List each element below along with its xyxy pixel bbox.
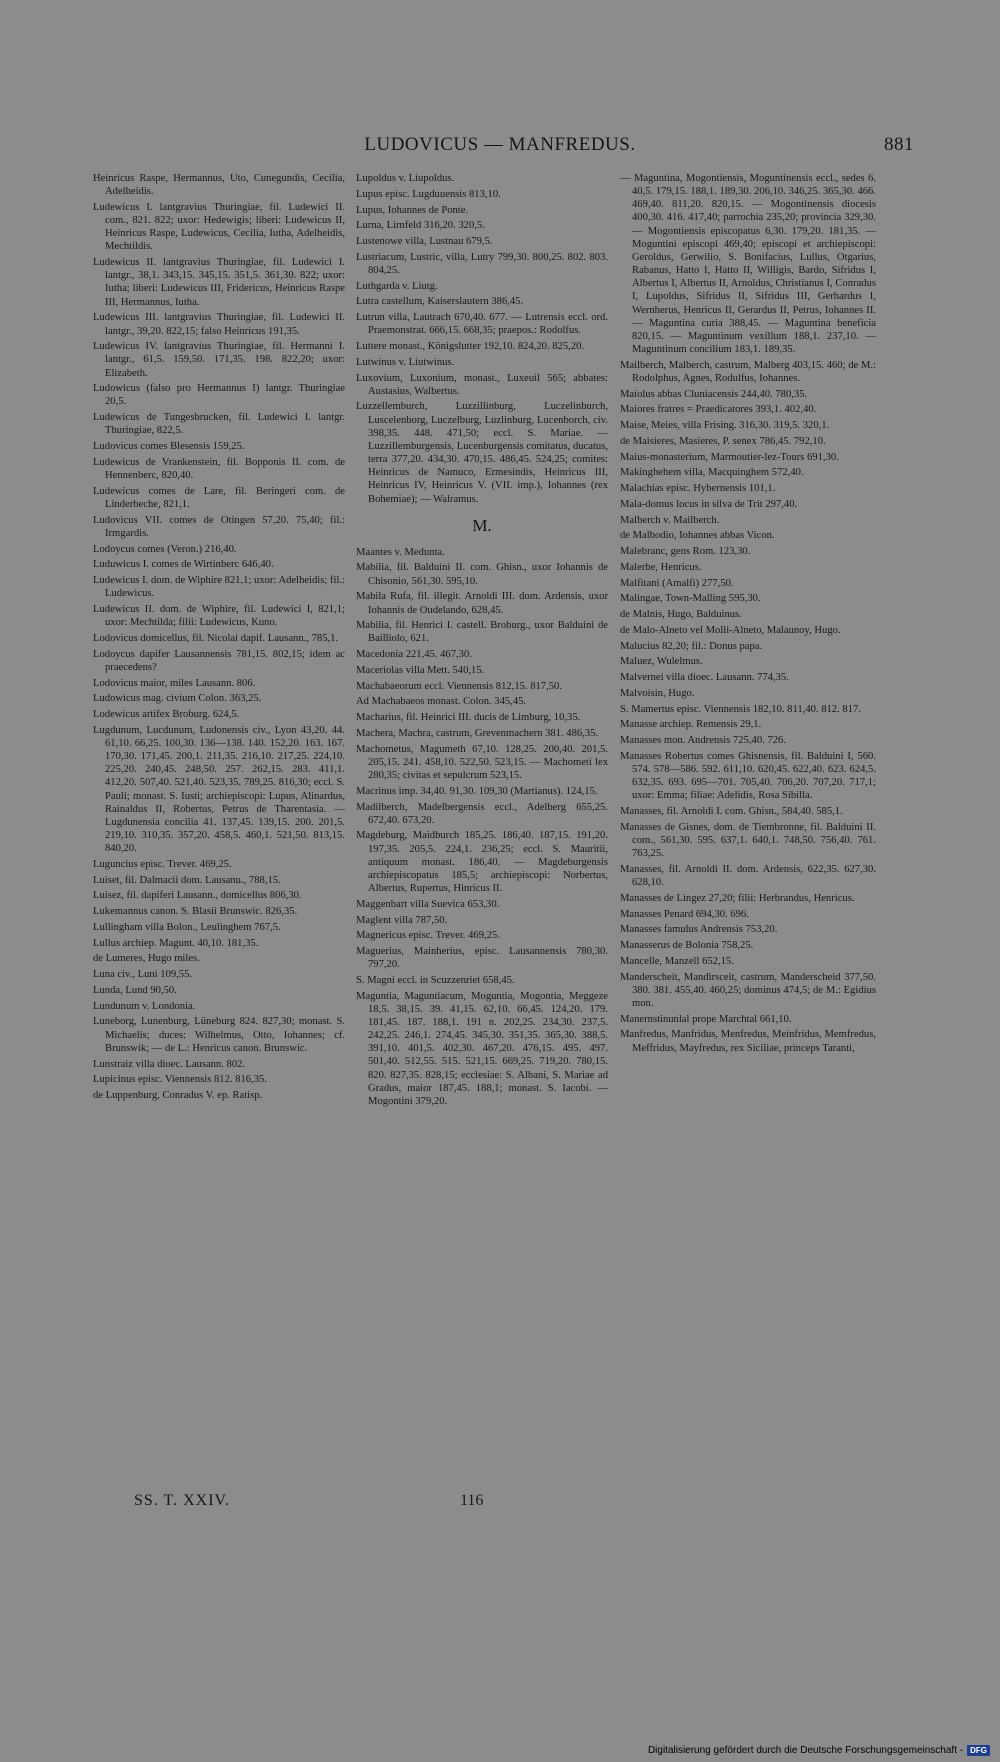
index-entry: Lutwinus v. Liutwinus. xyxy=(356,356,455,368)
index-entry: — Maguntina, Mogontiensis, Moguntinensis eccl., sedes 6. 40,5. 179,15. 188,1. 189,30. 206,10. 346,25. 365,30. 466. 469,40. 811,20. 820,15. — Mogontinensis diocesis 400,30. 416. 417,40; parrochia 235,20; provincia 329,30. — Mogontiensis episcopatus 6,30. 179,20. 181,35. — Moguntini episcopi 469,40; episcopi et archiepiscopi: Geroldus, Gerwilio, S. Bonifacius, Lullus, Otgarius, Rabanus, Hatto I, Hatto II, Willigis, Bardo, Sifridus I, Albertus I, Albertus II, Arnoldus, Christianus I, Conradus I, Lupoldus, Sifridus II, Sifridus III, Gerhardus I, Wernherus, Henricus II, Gerardus II, Petrus, Iohannes II. — Maguntina curia 388,45. — Maguntina beneficia 820,15. — Maguntinum vexillum 188,1. 237,10. — Maguntinum concilium 183,1. 189,35. xyxy=(620,173,876,356)
index-entry: Ludewicus comes de Lare, fil. Beringeri com. de Linderbeche, 821,1. xyxy=(93,485,345,510)
index-entry: Luzzellemburch, Luzzillinburg, Luczelinburch, Luscelenborg, Luczelburg, Luzlinburg, Lucenborch, civ. 398,35. 448. 471,50; eccl. S. Mariae. — Luzzillemburgensis, Lucenburgensis comitatus, ducatus, terra 377,20. 434,30. 470,15. 486,45. 524,25; comites: Heinricus de Namuco, Ermesindis, Heinricus III, Heinricus IV, Heinricus V. (VII. imp.), Iohannes (rex Bohemiae); — Walramus. xyxy=(356,401,608,505)
index-entry: Malvernei villa dioec. Lausann. 774,35. xyxy=(620,672,789,684)
index-entry: Luiset, fil. Dalmacii dom. Lausanu., 788,15. xyxy=(93,874,281,886)
index-entry: Malucius 82,20; fil.: Donus papa. xyxy=(620,640,763,652)
index-entry: Luna civ., Luni 109,55. xyxy=(93,969,193,981)
index-entry: Luttere monast., Königslutter 192,10. 824,20. 825,20. xyxy=(356,341,585,353)
index-entry: Magdeburg, Maidburch 185,25. 186,40. 187,15. 191,20. 197,35. 205,5. 224,1. 236,25; eccl. S. Mauritii, antiquum monast. 186,40. — Magdeburgensis archiepiscopatus 185,5; archiepiscopi: Norbertus, Albertus, Rupertus, Hinricus II. xyxy=(356,830,608,895)
index-entry: Maguerius, Mainherius, episc. Lausannensis 780,30. 797,20. xyxy=(356,946,608,971)
index-entry: Lupicinus episc. Viennensis 812. 816,35. xyxy=(93,1074,267,1086)
index-entry: Ad Machabaeos monast. Colon. 345,45. xyxy=(356,696,527,708)
index-entry: Malingae, Town-Malling 595,30. xyxy=(620,593,761,605)
index-entry: Lupoldus v. Liupoldus. xyxy=(356,173,455,184)
index-entry: Maluez, Wulelmus. xyxy=(620,656,703,668)
page-header xyxy=(0,134,1000,160)
index-entry: Manasses famulus Andrensis 753,20. xyxy=(620,924,778,936)
index-entry: Mabilia, fil. Henrici I. castell. Broburg., uxor Balduini de Bailliolo, 621. xyxy=(356,620,608,645)
index-entry: Lullingham villa Bolon., Leulinghem 767,5. xyxy=(93,921,281,933)
index-entry: de Maisieres, Masieres, P. senex 786,45. 792,10. xyxy=(620,435,826,447)
index-entry: Ludewicus de Tungesbrucken, fil. Ludewici I. lantgr. Thuringiae, 822,5. xyxy=(93,412,345,437)
index-entry: Machera, Machra, castrum, Grevenmachern 381. 486,35. xyxy=(356,727,599,739)
index-entry: Luneborg, Lunenburg, Lüneburg 824. 827,30; monast. S. Michaelis; duces: Wilhelmus, Otto, Iohannes; cf. Brunswik; — de L.: Henricus canon. Brunswic. xyxy=(93,1016,345,1054)
index-column-3 xyxy=(620,172,876,1057)
index-entry: Ludowicus (falso pro Hermannus I) lantgr. Thuringiae 20,5. xyxy=(93,383,345,408)
index-entry: Luguncius episc. Trever. 469,25. xyxy=(93,858,232,870)
index-entry: Malebranc, gens Rom. 123,30. xyxy=(620,546,751,558)
index-entry: Luisez, fil. dapiferi Lausann., domicellus 806,30. xyxy=(93,890,302,902)
index-entry: Macharius, fil. Heinrici III. ducis de Limburg, 10,35. xyxy=(356,712,581,724)
index-entry: Maggenbart villa Suevica 653,30. xyxy=(356,898,500,910)
index-entry: Manasses Penard 694,30. 696. xyxy=(620,908,749,920)
index-entry: Manasserus de Bolonia 758,25. xyxy=(620,940,754,952)
index-column-1 xyxy=(93,172,345,1105)
index-entry: de Malnis, Hugo, Balduinus. xyxy=(620,609,742,621)
index-entry: Lupus episc. Lugduuensis 813,10. xyxy=(356,188,501,200)
index-entry: Ludewicus I. dom. de Wiphire 821,1; uxor: Adelheidis; fil.: Ludewicus. xyxy=(93,575,345,600)
index-entry: Lodovicus maior, miles Lausann. 806. xyxy=(93,677,256,689)
index-entry: Malberch v. Mailberch. xyxy=(620,514,720,526)
index-entry: Lustriacum, Lustric, villa, Lutry 799,30. 800,25. 802. 803. 804,25. xyxy=(356,251,608,276)
index-entry: de Luppenburg, Conradus V. ep. Ratisp. xyxy=(93,1090,263,1102)
index-entry: Lundunum v. Londonia. xyxy=(93,1000,196,1012)
index-entry: Lutrun villa, Lautrach 670,40. 677. — Lutrensis eccl. ord. Praemonstrat. 666,15. 668,35; praepos.: Rodolfus. xyxy=(356,312,608,337)
index-entry: S. Mamertus episc. Viennensis 182,10. 811,40. 812. 817. xyxy=(620,703,861,715)
index-entry: Maglent villa 787,50. xyxy=(356,914,448,926)
index-entry: Lullus archiep. Magunt. 40,10. 181,35. xyxy=(93,937,259,949)
index-entry: Lunstraiz villa dioec. Lausann. 802. xyxy=(93,1058,246,1070)
index-column-2 xyxy=(356,172,608,1111)
index-entry: Luxovium, Luxonium, monast., Luxeuil 565; abbates: Austasius, Walbertus. xyxy=(356,372,608,397)
digitization-credit xyxy=(648,1745,990,1756)
index-entry: Lodoycus dapifer Lausannensis 781,15. 802,15; idem ac praecedens? xyxy=(93,648,345,673)
index-entry: Lurna, Lirnfeld 316,20. 320,5. xyxy=(356,220,485,232)
index-entry: Manasses mon. Andrensis 725,40. 726. xyxy=(620,735,786,747)
index-entry: Magnericus episc. Trever. 469,25. xyxy=(356,930,500,942)
index-entry: Manasses, fil. Arnoldi II. dom. Ardensis, 622,35. 627,30. 628,10. xyxy=(620,863,876,889)
index-entry: Madilberch, Madelbergensis eccl., Adelberg 655,25. 672,40. 673,20. xyxy=(356,801,608,826)
index-entry: Lugdunum, Lucdunum, Ludonensis civ., Lyon 43,20. 44. 61,10. 66,25. 100,30. 136—138. 140. 152,20. 163. 167. 170,30. 171,45. 200,1. 211,35. 216,10. 217,25. 224,10. 225,20. 240,45. 248,50. 257. 262,15. 283. 411,1. 412,20. 507,40. 521,40. 523,35. 789,25. 816,30; eccl. S. Pauli; monast. S. Iusti; archiepiscopi: Lupus, Alinardus, Rainaldus II, Robertus, Petrus de Tharentasia. — Lugdunensia concilia 41. 137,45. 139,15. 200. 201,5. 219,10. 310,35. 357,20. 458,5. 460,1. 521,50. 813,15. 840,20. xyxy=(93,724,345,855)
page-number: 881 xyxy=(884,134,914,155)
index-entry: Mabila Rufa, fil. illegit. Arnoldi III. dom. Ardensis, uxor Iohannis de Oudelando, 628,45. xyxy=(356,591,608,616)
index-entry: Lupus, Iohannes de Ponte. xyxy=(356,204,469,216)
index-entry: Manasse archiep. Remensis 29,1. xyxy=(620,719,762,731)
running-title: LUDOVICUS — MANFREDUS. xyxy=(364,134,636,155)
index-entry: Machabaeorum eccl. Viennensis 812,15. 817,50. xyxy=(356,680,562,692)
index-entry: Maiolus abbas Cluniacensis 244,40. 780,35. xyxy=(620,388,808,400)
dfg-logo: DFG xyxy=(967,1745,990,1756)
index-entry: de Lumeres, Hugo miles. xyxy=(93,953,200,965)
index-entry: Mancelle, Manzell 652,15. xyxy=(620,955,734,967)
index-entry: Ludewicus I. lantgravius Thuringiae, fil. Ludewici II. com., 821. 822; uxor: Hedewigis; liberi: Ludewicus II, Heinricus Raspe, Ludewicus, Cecilia, Iutha, Adelheidis, Mechtildis. xyxy=(93,201,345,253)
index-entry: Malerbe, Henricus. xyxy=(620,561,702,573)
index-entry: Malachias episc. Hybernensis 101,1. xyxy=(620,483,776,495)
index-entry: Makinghehem villa, Macquinghem 572,40. xyxy=(620,467,804,479)
index-entry: Ludowicus mag. civium Colon. 363,25. xyxy=(93,693,262,705)
index-entry: Ludewicus II. dom. de Wiphire, fil. Ludewici I, 821,1; uxor: Mechtilda; filii: Ludewicus, Kuno. xyxy=(93,604,345,629)
index-entry: Mabilia, fil. Balduini II. com. Ghisn., uxor Iohannis de Chisonio, 561,30. 595,10. xyxy=(356,562,608,587)
credit-text: Digitalisierung gefördert durch die Deutsche Forschungsgemeinschaft - xyxy=(647,1745,964,1756)
index-entry: Luthgarda v. Liutg. xyxy=(356,280,438,292)
index-entry: Lodovicus domicellus, fil. Nicolai dapif. Lausann., 785,1. xyxy=(93,632,339,644)
index-entry: Maius-monasterium, Marmoutier-lez-Tours 691,30. xyxy=(620,451,839,463)
index-entry: Maceriolas villa Mett. 540,15. xyxy=(356,664,485,676)
section-letter-heading: M. xyxy=(472,515,492,535)
index-entry: Malfitani (Amalfi) 277,50. xyxy=(620,577,734,589)
index-entry: Manasses Robertus comes Ghisnensis, fil. Balduini I, 560. 574. 578—586. 592. 611,10. 620,45. 622,40. 623. 624,5. 632,35. 693. 695—701. 705,40. 706,20. 707,20. 717,1; uxor: Emma; filiae: Adelidis, Rosa Sibilla. xyxy=(620,750,876,802)
index-entry: Ludovicus comes Blesensis 159,25. xyxy=(93,441,245,453)
index-entry: Manderscheit, Mandirsceit, castrum, Manderscheid 377,50. 380. 381. 455,40. 460,25; dominus 474,5; de M.: Egidius mon. xyxy=(620,971,876,1009)
index-entry: Heinricus Raspe, Hermannus, Uto, Cunegundis, Cecilia, Adelheidis. xyxy=(93,173,345,198)
index-entry: Manasses, fil. Arnoldi I. com. Ghisn., 584,40. 585,1. xyxy=(620,806,843,818)
index-entry: Ludewicus II. lantgravius Thuringiae, fil. Ludewici I. lantgr., 38,1. 343,15. 345,15. 351,5. 361,30. 822; uxor: Iutha; liberi: Ludewicus III, Fridericus, Heinricus Raspe III, Hermannus, Iutha. xyxy=(93,257,345,308)
index-entry: S. Magni eccl. in Scuzzenriet 658,45. xyxy=(356,974,515,986)
index-entry: Lustenowe villa, Lustnau 679,5. xyxy=(356,236,493,247)
index-entry: Lunda, Lund 90,50. xyxy=(93,984,177,996)
sheet-signature: 116 xyxy=(460,1492,484,1509)
index-entry: Mala-domus locus in silva de Trit 297,40. xyxy=(620,498,798,510)
index-entry: Manasses de Gisnes, dom. de Tiembronne, fil. Balduini II. com., 561,30. 595. 637,1. 640,1. 748,50. 756,40. 761. 763,25. xyxy=(620,821,876,860)
index-entry: Macrinus imp. 34,40. 91,30. 109,30 (Martianus). 124,15. xyxy=(356,785,598,797)
volume-signature: SS. T. XXIV. xyxy=(134,1492,231,1509)
index-entry: Ludewicus III. lantgravius Thuringiae, fil. Ludewici II. lantgr., 39,20. 822,15; falso Heinricus 191,35. xyxy=(93,312,345,337)
index-entry: Lukemannus canon. S. Blasii Brunswic. 826,35. xyxy=(93,906,298,918)
index-entry: Lodewicus artifex Broburg. 624,5. xyxy=(93,709,240,721)
index-entry: Maantes v. Medunta. xyxy=(356,546,445,558)
index-entry: Ludovicus VII. comes de Otingen 57,20. 75,40; fil.: Irmgardis. xyxy=(93,514,345,539)
index-entry: Ludewicus de Vrankenstein, fil. Bopponis II. com. de Hennenberc, 820,40. xyxy=(93,456,345,482)
index-entry: Luduwicus I. comes de Wirtinberc 646,40. xyxy=(93,559,274,571)
index-entry: Machometus, Magumeth 67,10. 128,25. 200,40. 201,5. 205,15. 241. 458,10. 522,50. 523,15. — Machometi lex 280,35; civitas et sepulcrum 523,15. xyxy=(356,743,608,781)
index-entry: Lodoycus comes (Veron.) 216,40. xyxy=(93,543,237,555)
index-entry: Manfredus, Manfridus, Menfredus, Meinfridus, Memfredus, Meffridus, Mayfredus, rex Siciliae, princeps Taranti, xyxy=(620,1029,876,1054)
index-entry: de Malo-Alneto vel Molli-Alneto, Malaunoy, Hugo. xyxy=(620,624,841,636)
index-entry: Maiores fratres = Praedicatores 393,1. 402,40. xyxy=(620,404,817,416)
index-entry: Ludewicus IV. lantgravius Thuringiae, fil. Hermanni I. lantgr., 61,5. 159,50. 171,35. 198. 822,20; uxor: Elizabeth. xyxy=(93,341,345,379)
index-entry: Malvoisin, Hugo. xyxy=(620,687,695,699)
index-entry: Mailberch, Malberch, castrum, Malberg 403,15. 460; de M.: Rodolphus, Agnes, Rodulfus, Iohannes. xyxy=(620,359,876,384)
index-entry: Maise, Meies, villa Frising. 316,30. 319,5. 320,1. xyxy=(620,420,830,432)
index-entry: Manernstinunlal prope Marchtal 661,10. xyxy=(620,1013,792,1025)
index-entry: Macedonia 221,45. 467,30. xyxy=(356,649,472,661)
index-entry: Manasses de Lingez 27,20; filii: Herbrandus, Henricus. xyxy=(620,892,855,904)
index-entry: de Malbodio, Iohannes abbas Vicon. xyxy=(620,530,775,542)
index-entry: Lutra castellum, Kaiserslautern 386,45. xyxy=(356,296,524,308)
index-entry: Maguntia, Maguntiacum, Moguntia, Mogontia, Meggeze 18,5. 38,15. 39. 41,15. 62,10. 66,45. 124,20. 179. 181,45. 187. 188,1. 191 n. 202,25. 234,30. 237,5. 242,25. 246,1. 274,45. 345,30. 351,35. 365,30. 388,5. 391,10. 401,5. 402,30. 467,20. 476,15. 495. 497. 501,40. 512,55. 515. 521,15. 669,25. 719,20. 780,15. 820. 827,35. 828,15; ecclesiae: S. Albani, S. Mariae ad Gradus, maior 187,45. 188,1; monast. S. Iacobi. — Mogontini 379,20. xyxy=(356,990,608,1107)
